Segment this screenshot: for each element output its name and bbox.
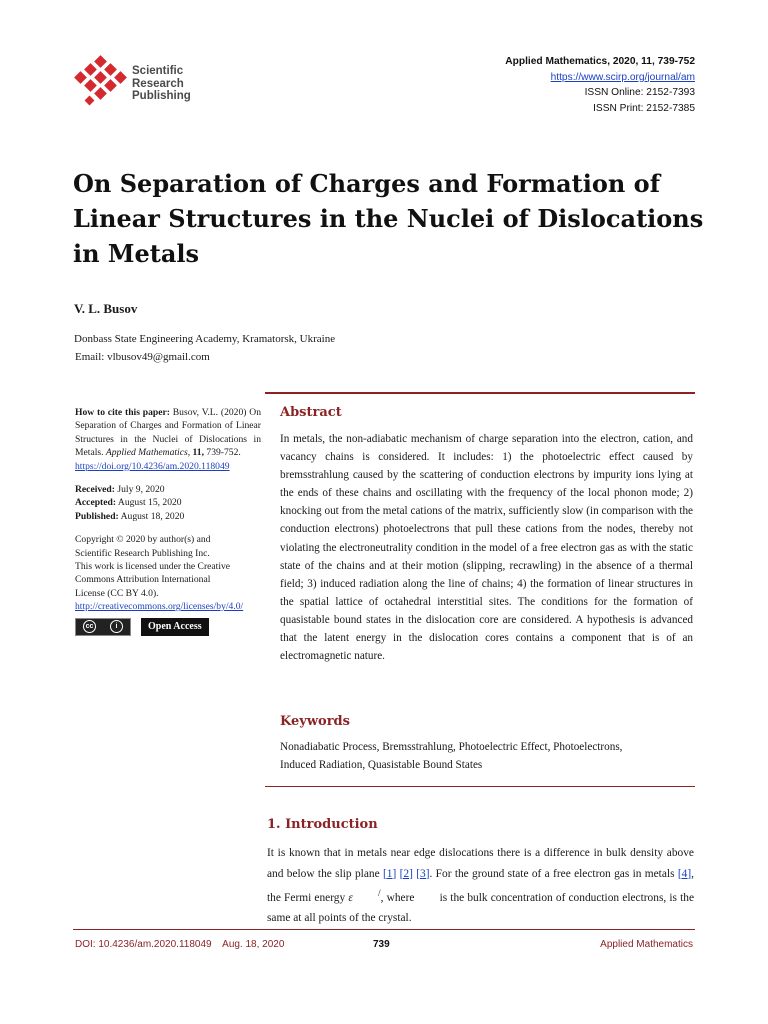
author-affiliation: Donbass State Engineering Academy, Kramatorsk, Ukraine bbox=[74, 333, 336, 345]
copyright-block: Copyright © 2020 by author(s) and Scientific Research Publishing Inc. This work is licensed under the Creative Commons Attribution International License (CC BY 4.0). http://creativecommons.org/licenses/by/4.0/ bbox=[75, 534, 244, 613]
issn-online: ISSN Online: 2152-7393 bbox=[584, 87, 695, 99]
reference-link[interactable]: [2] bbox=[399, 867, 413, 880]
published-label: Published: bbox=[75, 510, 119, 522]
reference-link[interactable]: [4] bbox=[677, 867, 692, 880]
license-badges bbox=[75, 618, 261, 636]
keywords-heading: Keywords bbox=[280, 714, 350, 729]
accepted-date: August 15, 2020 bbox=[117, 497, 182, 509]
abstract-text: In metals, the non-adiabatic mechanism of charge separation into the electron, cation, and vacancy chains is considered. It includes: 1) the photoelectric effect caused by bremsstrahlung caused by the scattering of conduction electrons by impurity ions lying at the ends of these chains and oscillating with the frequency of the local phonon mode; 2) knocking out from the metal cations of the matrix, sufficiently slow (in comparison with the conduction electrons) photoelectrons that pull these cations from the nodes, thereby not violating the electroneutrality condition in the model of a free electron gas as with the static state of the chains and at their motion (slipping, recrawling) in the absence of a thermal field; 3) induced radiation along the line of chains; 4) the formation of linear structures in the spatial lattice of octahedral interstitial sites. The conditions for the formation of quasistable bound states in the dislocation core are considered. A hypothesis is advanced that the latent energy in the dislocation cores contains a component that is of an electromagnetic nature. bbox=[280, 433, 693, 663]
journal-url-link[interactable]: https://www.scirp.org/journal/am bbox=[550, 71, 695, 83]
cite-journal: Applied Mathematics, bbox=[105, 447, 191, 459]
journal-info bbox=[505, 54, 695, 116]
publisher-name: Scientific Research Publishing bbox=[132, 65, 191, 102]
cite-label: How to cite this paper: bbox=[75, 407, 170, 418]
reference-link[interactable]: [1] bbox=[382, 867, 397, 880]
journal-citation: Applied Mathematics, 2020, 11, 739-752 bbox=[505, 56, 695, 67]
dates-block bbox=[75, 483, 261, 523]
paper-title: On Separation of Charges and Formation of Linear Structures in the Nuclei of Dislocations in Metals bbox=[73, 169, 704, 268]
cite-volume: 11, bbox=[192, 447, 204, 459]
publisher-logo bbox=[74, 55, 204, 111]
doi-link[interactable]: https://doi.org/10.4236/am.2020.118049 bbox=[75, 460, 230, 472]
introduction-text: It is known that in metals near edge dislocations there is a difference in bulk density above and below the slip plane [1] [2] [3]. For the ground state of a free electron gas in metals [4], the Fermi energy ε /, where is the bulk concentration of conduction electrons, is the same at all points of the crystal. bbox=[267, 847, 695, 925]
published-date: August 18, 2020 bbox=[120, 510, 185, 522]
open-access-badge: Open Access bbox=[141, 618, 209, 636]
cc-by-icon[interactable]: cc i bbox=[75, 618, 131, 636]
received-label: Received: bbox=[75, 484, 115, 496]
introduction-heading: 1. Introduction bbox=[267, 817, 378, 832]
accepted-label: Accepted: bbox=[75, 497, 117, 509]
license-link[interactable]: http://creativecommons.org/licenses/by/4.0/ bbox=[75, 601, 244, 613]
fermi-epsilon-symbol: ε bbox=[348, 891, 353, 904]
footer-rule bbox=[73, 929, 695, 930]
article-sidebar bbox=[75, 406, 261, 636]
cite-pages: 739-752. bbox=[206, 447, 241, 459]
author-name: V. L. Busov bbox=[74, 301, 138, 316]
abstract-top-rule bbox=[265, 392, 695, 394]
footer-doi-date: DOI: 10.4236/am.2020.118049 Aug. 18, 2020 bbox=[75, 939, 285, 950]
red-diamond-cluster-icon bbox=[74, 55, 130, 111]
issn-print: ISSN Print: 2152-7385 bbox=[593, 102, 695, 114]
received-date: July 9, 2020 bbox=[117, 484, 165, 496]
citation-block bbox=[75, 406, 261, 473]
page-number: 739 bbox=[373, 939, 390, 950]
reference-link[interactable]: [3] bbox=[416, 867, 430, 880]
footer-journal-name: Applied Mathematics bbox=[600, 939, 693, 950]
cite-text: Busov, V.L. (2020) On Separation of Charges and Formation of Linear Structures in the Nuclei of Dislocations in Metals. bbox=[75, 407, 261, 459]
author-email: Email: vlbusov49@gmail.com bbox=[75, 351, 210, 363]
keywords-bottom-rule bbox=[265, 786, 695, 787]
abstract-heading: Abstract bbox=[280, 405, 342, 420]
keywords-list: Nonadiabatic Process, Bremsstrahlung, Photoelectric Effect, Photoelectrons, Induced Radiation, Quasistable Bound States bbox=[280, 741, 623, 772]
